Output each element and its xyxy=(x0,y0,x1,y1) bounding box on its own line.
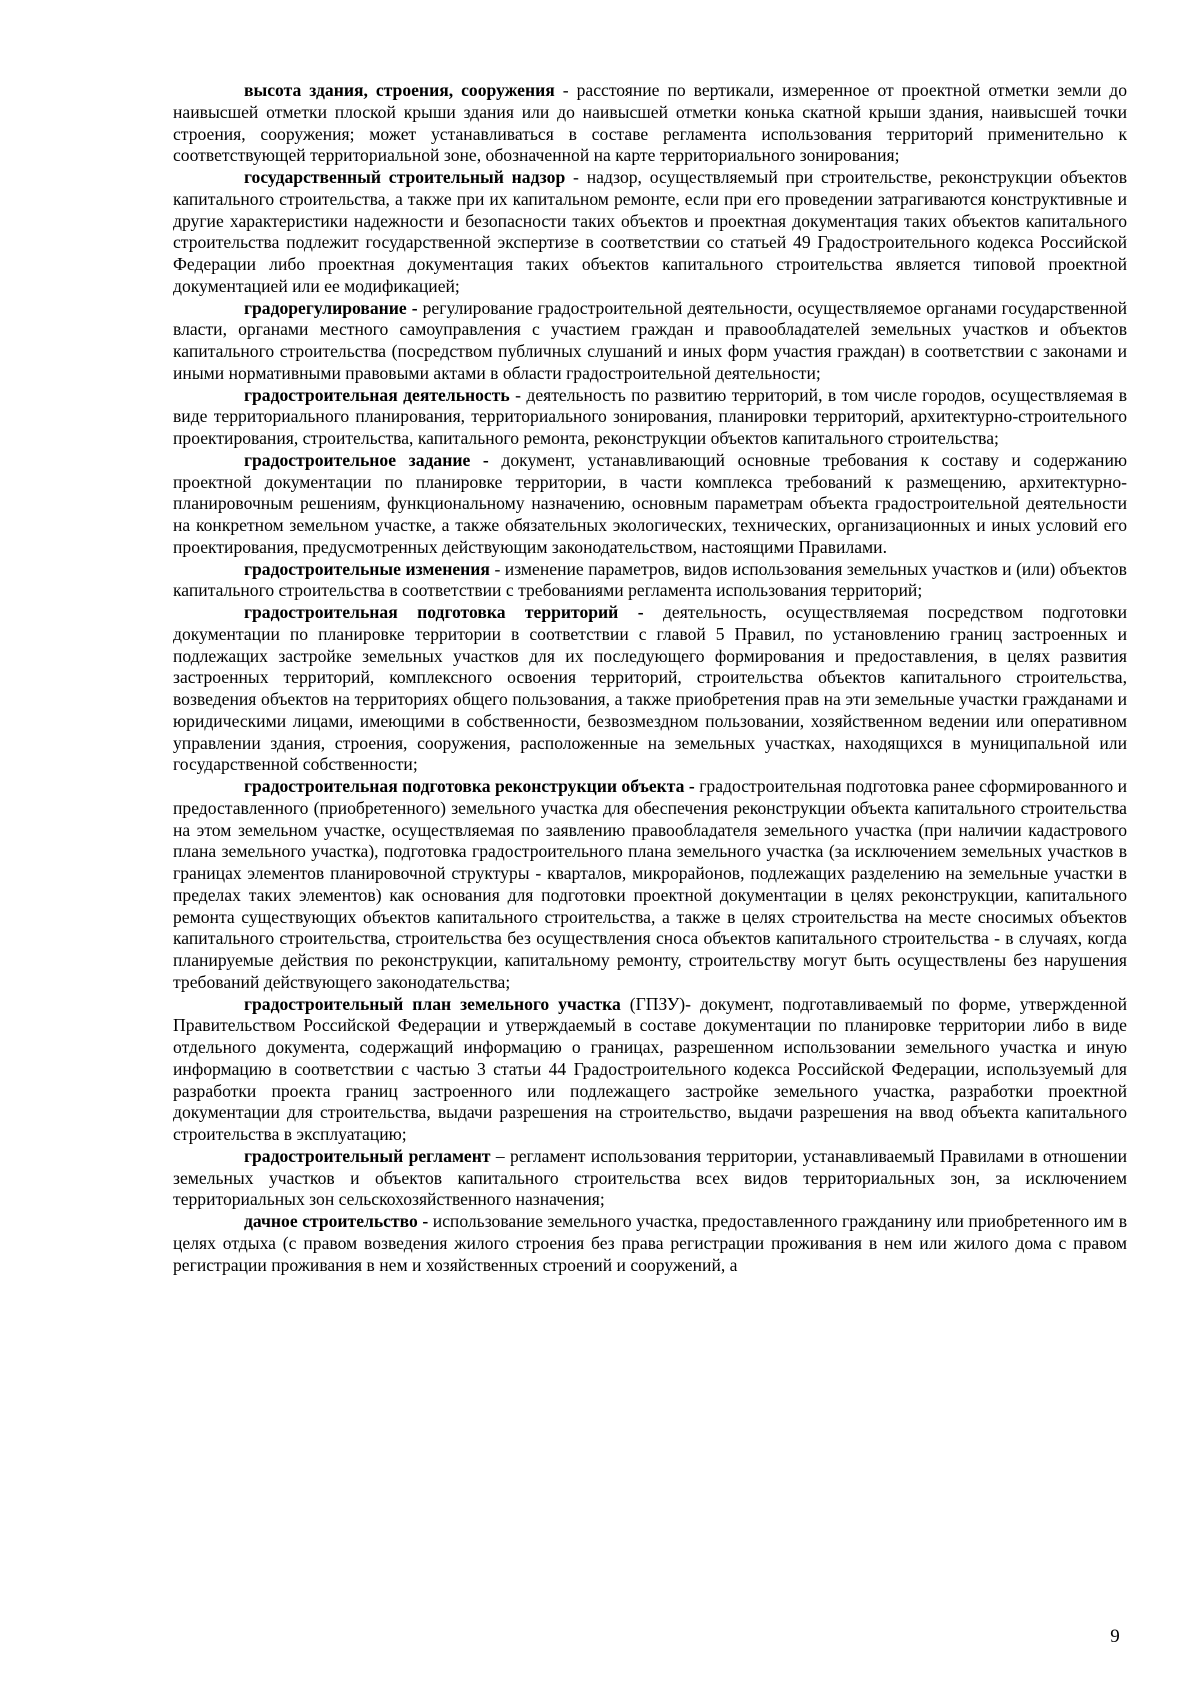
definition-text: - деятельность по развитию территорий, в том числе городов, осуществляемая в виде территориального планирования, территориального зонирования, планировки территорий, архитектурно-строительного проектирования, строительства, капитального ремонта, реконструкции объектов капитального строительства; xyxy=(173,384,1128,448)
definition-term: градостроительное задание - xyxy=(244,449,489,470)
definition-paragraph xyxy=(173,776,1127,994)
definition-text: регулирование градостроительной деятельности, осуществляемое органами государственной власти, органами местного самоуправления с участием граждан и правообладателей земельных участков и объектов капитального строительства (посредством публичных слушаний и иных форм участия граждан) в соответствии с законами и иными нормативными правовыми актами в области градостроительной деятельности; xyxy=(173,297,1128,383)
definition-term: высота здания, строения, сооружения xyxy=(244,80,555,100)
definition-paragraph xyxy=(173,994,1127,1146)
definition-paragraph xyxy=(173,298,1127,385)
document-body xyxy=(173,80,1127,1276)
definition-term: градорегулирование - xyxy=(244,297,418,318)
definition-paragraph xyxy=(173,80,1127,167)
definition-term: градостроительный регламент xyxy=(244,1145,491,1166)
definition-term: градостроительные изменения xyxy=(244,558,490,579)
definition-text: - расстояние по вертикали, измеренное от проектной отметки земли до наивысшей отметки плоской крыши здания или до наивысшей отметки конька скатной крыши здания, наивысшей точки строения, сооружения; может устанавливаться в составе регламента использования территорий применительно к соответствующей территориальной зоне, обозначенной на карте территориального зонирования; xyxy=(173,80,1127,166)
definition-term: градостроительная подготовка территорий - xyxy=(244,602,644,622)
page-number: 9 xyxy=(1110,1626,1120,1647)
definition-text: - изменение параметров, видов использования земельных участков и (или) объектов капитального строительства в соответствии с требованиями регламента использования территорий; xyxy=(173,558,1127,601)
definition-term: градостроительный план земельного участка xyxy=(244,993,621,1014)
definition-term: градостроительная подготовка реконструкции объекта - xyxy=(244,776,695,796)
definition-paragraph xyxy=(173,450,1127,559)
definition-term: градостроительная деятельность xyxy=(244,384,510,405)
definition-paragraph xyxy=(173,559,1127,603)
definition-term: дачное строительство - xyxy=(244,1211,429,1231)
definition-term: государственный строительный надзор xyxy=(244,167,566,187)
definition-paragraph xyxy=(173,167,1127,298)
definition-text: градостроительная подготовка ранее сформированного и предоставленного (приобретенного) земельного участка для обеспечения реконструкции объекта капитального строительства на этом земельном участке, осуществляемая по заявлению правообладателя земельного участка (при наличии кадастрового плана земельного участка), подготовка градостроительного плана земельного участка (за исключением земельных участков в границах элементов планировочной структуры - кварталов, микрорайонов, подлежащих разделению на земельные участки в пределах таких элементов) как основания для подготовки проектной документации в целях реконструкции, капитального ремонта существующих объектов капитального строительства, а также в целях строительства на месте сносимых объектов капитального строительства, строительства без осуществления сноса объектов капитального строительства - в случаях, когда планируемые действия по реконструкции, капитальному ремонту, строительству могут быть осуществлены без нарушения требований действующего законодательства; xyxy=(173,776,1127,992)
definition-paragraph xyxy=(173,385,1127,450)
definition-paragraph xyxy=(173,602,1127,776)
definition-text: использование земельного участка, предоставленного гражданину или приобретенного им в целях отдыха (с правом возведения жилого строения без права регистрации проживания в нем или жилого дома с правом регистрации проживания в нем и хозяйственных строений и сооружений, а xyxy=(173,1211,1127,1275)
definition-text: - надзор, осуществляемый при строительстве, реконструкции объектов капитального строительства, а также при их капитальном ремонте, если при его проведении затрагиваются конструктивные и другие характеристики надежности и безопасности таких объектов и проектная документация таких объектов капитального строительства подлежит государственной экспертизе в соответствии со статьей 49 Градостроительного кодекса Российской Федерации либо проектная документация таких объектов капитального строительства является типовой проектной документацией или ее модификацией; xyxy=(173,167,1128,296)
definition-paragraph xyxy=(173,1146,1127,1211)
definition-text: документ, устанавливающий основные требования к составу и содержанию проектной документации по планировке территории, в части комплекса требований к размещению, архитектурно-планировочным решениям, функциональному назначению, основным параметрам объекта градостроительной деятельности на конкретном земельном участке, а также обязательных экологических, технических, организационных и иных условий его проектирования, предусмотренных действующим законодательством, настоящими Правилами. xyxy=(173,449,1127,557)
definition-text: деятельность, осуществляемая посредством подготовки документации по планировке территории в соответствии с главой 5 Правил, по установлению границ застроенных и подлежащих застройке земельных участков для их последующего формирования и предоставления, в целях развития застроенных территорий, комплексного освоения территорий, строительства объектов капитального строительства, возведения объектов на территориях общего пользования, а также приобретения прав на эти земельные участки гражданами и юридическими лицами, имеющими в собственности, безвозмездном пользовании, хозяйственном ведении или оперативном управлении здания, строения, сооружения, расположенные на земельных участках, находящихся в муниципальной или государственной собственности; xyxy=(173,602,1127,775)
definition-text: (ГПЗУ)- документ, подготавливаемый по форме, утвержденной Правительством Российской Федерации и утверждаемый в составе документации по планировке территории либо в виде отдельного документа, содержащий информацию о границах, разрешенном использовании земельного участка и иную информацию в соответствии с частью 3 статьи 44 Градостроительного кодекса Российской Федерации, используемый для разработки проекта границ застроенного или подлежащего застройке земельного участка, разработки проектной документации для строительства, выдачи разрешения на строительство, выдачи разрешения на ввод объекта капитального строительства в эксплуатацию; xyxy=(173,993,1127,1144)
definition-paragraph xyxy=(173,1211,1127,1276)
definition-text: – регламент использования территории, устанавливаемый Правилами в отношении земельных участков и объектов капитального строительства всех видов территориальных зон, за исключением территориальных зон сельскохозяйственного назначения; xyxy=(173,1145,1127,1210)
